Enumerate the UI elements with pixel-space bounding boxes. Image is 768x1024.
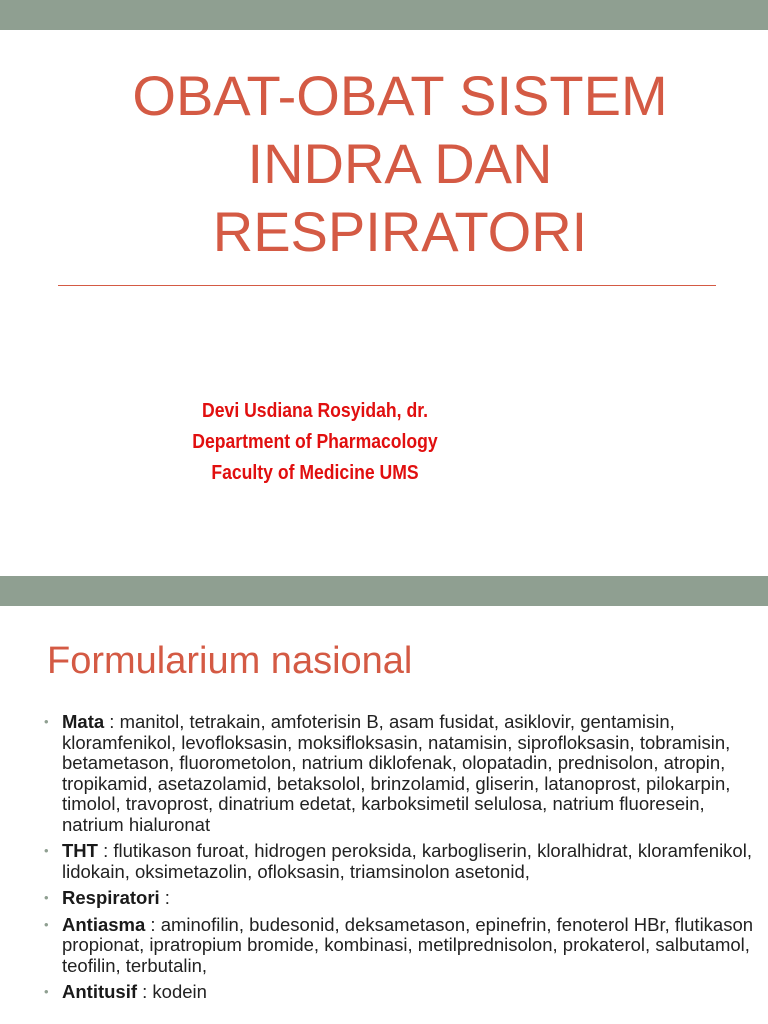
bullet-item-antitusif (44, 982, 764, 1003)
slide-heading: Formularium nasional (47, 640, 413, 682)
bullet-dot-icon: • (44, 916, 49, 932)
author-block (120, 396, 510, 489)
bullet-term: THT (62, 840, 98, 861)
bullet-text: : (159, 887, 170, 908)
slide-top-bar (0, 576, 768, 606)
title-line-1: OBAT-OBAT SISTEM (132, 64, 668, 127)
title-divider (58, 285, 716, 286)
bullet-item-antiasma (44, 915, 764, 977)
bullet-term: Respiratori (62, 887, 160, 908)
bullet-term: Antiasma (62, 913, 146, 935)
bullet-text: : flutikason furoat, hidrogen peroksida, karbogliserin, kloralhidrat, kloramfenikol, lidokain, oksimetazolin, ofloksasin, triamsinolon asetonid, (62, 840, 752, 882)
bullet-list (44, 712, 764, 1009)
slide-top-bar (0, 0, 768, 30)
slide-title (120, 62, 680, 266)
title-line-3: RESPIRATORI (212, 200, 588, 263)
bullet-item-tht (44, 841, 764, 882)
author-faculty: Faculty of Medicine UMS (211, 462, 419, 484)
author-name: Devi Usdiana Rosyidah, dr. (202, 400, 428, 422)
bullet-item-mata (44, 712, 764, 835)
bullet-text: : manitol, tetrakain, amfoterisin B, asam fusidat, asiklovir, gentamisin, kloramfenikol, levofloksasin, moksifloksasin, natamisin, siprofloksasin, tobramisin, betametason, fluorometolon, natrium diklofenak, olopatadin, prednisolon, atropin, tropikamid, asetazolamid, betaksolol, brinzolamid, gliserin, latanoprost, pilokarpin, timolol, travoprost, dinatrium edetat, karboksimetil selulosa, natrium fluoresein, natrium hialuronat (62, 711, 731, 835)
bullet-item-respiratori (44, 888, 764, 909)
bullet-text: : aminofilin, budesonid, deksametason, epinefrin, fenoterol HBr, flutikason propionat, ipratropium bromide, kombinasi, metilprednisolon, prokaterol, salbutamol, teofilin, terbutalin, (62, 913, 754, 976)
content-slide (0, 576, 768, 1024)
bullet-dot-icon: • (44, 984, 49, 999)
bullet-term: Mata (62, 711, 105, 732)
author-department: Department of Pharmacology (192, 431, 438, 453)
bullet-term: Antitusif (62, 981, 138, 1002)
bullet-dot-icon: • (44, 714, 49, 729)
bullet-text: : kodein (137, 981, 207, 1002)
bullet-dot-icon: • (44, 843, 49, 858)
bullet-dot-icon: • (44, 890, 49, 905)
title-line-2: INDRA DAN (247, 132, 553, 195)
